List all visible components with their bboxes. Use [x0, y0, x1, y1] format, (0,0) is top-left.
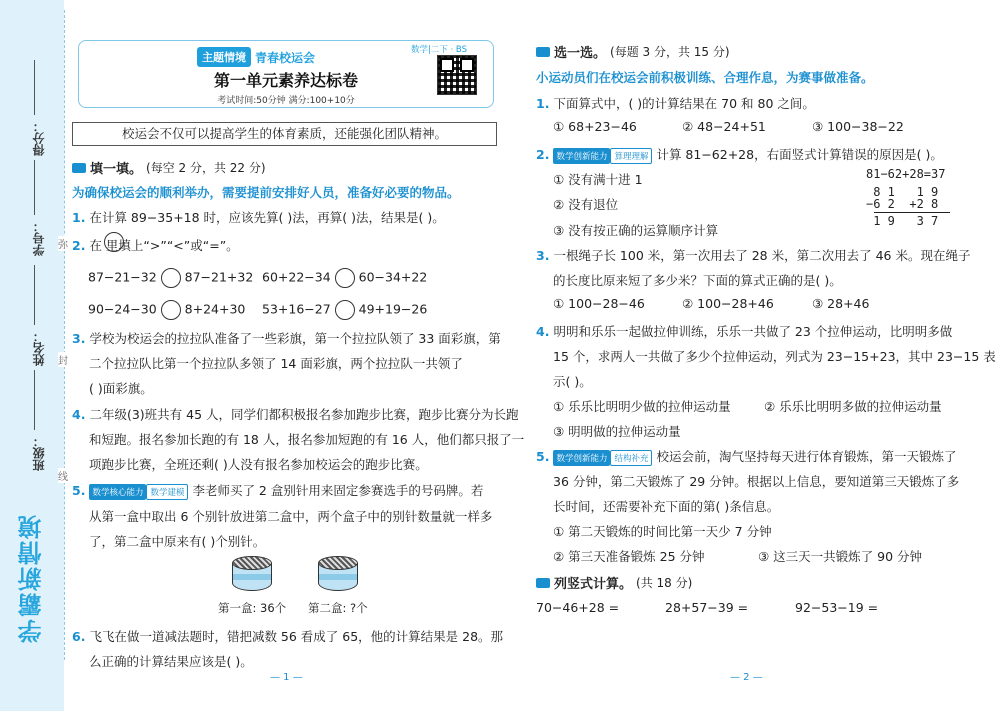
- fold-char-1: 弥: [58, 236, 68, 251]
- section-points: (共 18 分): [636, 576, 693, 590]
- class-label: 班级：: [32, 435, 46, 471]
- exam-meta: 考试时间:50分钟 满分:100+10分: [217, 96, 355, 106]
- pin-box-icon: [232, 556, 272, 594]
- theme-tag: [197, 47, 315, 67]
- intro-box: 校运会不仅可以提高学生的体育素质，还能强化团队精神。: [72, 122, 497, 146]
- question-5-line: 从第一盒中取出 6 个别针放进第二盒中，两个盒子中的别针数量就一样多: [89, 509, 493, 524]
- question-1: 1. 在计算 89−35+18 时，应该先算( )法，再算( )法，结果是( )。: [72, 210, 445, 225]
- option: ① 第二天锻炼的时间比第一天少 7 分钟: [553, 524, 772, 539]
- calc-row: −6 2 +2 8: [866, 197, 939, 211]
- grade-label: 数学|二下 · BS: [410, 45, 467, 55]
- option: ② 乐乐比明明多做的拉伸运动量: [764, 399, 942, 414]
- mc-question-4: 4. 明明和乐乐一起做拉伸训练，乐乐一共做了 23 个拉伸运动，比明明多做: [536, 324, 953, 339]
- ability-badge: 数学创新能力: [553, 148, 610, 164]
- ability-badge: 数学创新能力: [553, 450, 610, 466]
- section-bar-icon: [72, 163, 86, 173]
- question-4-line: 项跑步比赛，全班还剩( )人没有报名参加校运会的跑步比赛。: [89, 457, 428, 472]
- option: ② 48−24+51: [682, 119, 766, 134]
- option: ③ 明明做的拉伸运动量: [553, 424, 681, 439]
- question-6: 6. 飞飞在做一道减法题时，错把减数 56 看成了 65，他的计算结果是 28。那: [72, 629, 504, 644]
- section-title: 填一填。: [90, 162, 143, 177]
- ability-badge: 数学核心能力: [89, 484, 146, 500]
- skill-badge: 结构补充: [610, 450, 652, 466]
- name-label: 姓名：: [32, 330, 46, 366]
- question-4-line: 示( )。: [553, 374, 592, 389]
- pin-box-icon: [318, 556, 358, 594]
- class-blank: [34, 370, 35, 430]
- section-context: 小运动员们在校运会前积极训练、合理作息，为赛事做准备。: [536, 70, 874, 85]
- calc-item: 92−53−19 =: [795, 600, 879, 615]
- option: ③ 100−38−22: [812, 119, 904, 134]
- box-caption-2: 第二盒: ?个: [308, 601, 368, 615]
- mc-question-1: 1. 下面算式中，( )的计算结果在 70 和 80 之间。: [536, 96, 815, 111]
- question-5-line: 长时间，还需要补充下面的第( )条信息。: [553, 499, 780, 514]
- compare-item: 53+16−27 49+19−26: [262, 300, 427, 320]
- section-fill-in: [72, 158, 266, 177]
- score-blank: [34, 60, 35, 115]
- option: ② 第三天准备锻炼 25 分钟: [553, 549, 705, 564]
- page-number-1: — 1 —: [270, 672, 303, 683]
- option: ② 100−28+46: [682, 296, 774, 311]
- compare-item: 90−24−30 8+24+30: [88, 300, 245, 320]
- question-4: 4. 二年级(3)班共有 45 人，同学们都积极报名参加跑步比赛，跑步比赛分为长跑: [72, 407, 519, 422]
- calc-rule: [874, 212, 950, 213]
- option: ② 没有退位: [553, 197, 619, 212]
- calc-item: 70−46+28 =: [536, 600, 620, 615]
- section-context: 为确保校运会的顺利举办，需要提前安排好人员，准备好必要的物品。: [72, 185, 460, 200]
- option: ③ 28+46: [812, 296, 870, 311]
- page-number-2: — 2 —: [730, 672, 763, 683]
- question-3-line: 二个拉拉队比第一个拉拉队多领了 14 面彩旗，两个拉拉队一共领了: [89, 356, 463, 371]
- section-points: (每题 3 分，共 15 分): [610, 45, 730, 59]
- option: ① 68+23−46: [553, 119, 637, 134]
- score-label: 得分：: [32, 120, 46, 156]
- question-4-line: 和短跑。报名参加长跑的有 18 人，报名参加短跑的有 16 人，他们都只报了一: [89, 432, 525, 447]
- calc-row: 1 9 3 7: [866, 214, 939, 228]
- compare-circle[interactable]: [161, 268, 181, 288]
- name-blank: [34, 265, 35, 325]
- vertical-calculation: [866, 168, 950, 227]
- question-3-line: 的长度比原来短了多少米？下面的算式正确的是( )。: [553, 273, 842, 288]
- section-bar-icon: [536, 47, 550, 57]
- question-2: 2. 在 里填上“>”“<”或“=”。: [72, 238, 239, 253]
- section-multiple-choice: [536, 42, 730, 61]
- compare-item: 87−21−32 87−21+32: [88, 268, 253, 288]
- exam-title: 第一单元素养达标卷: [213, 71, 358, 90]
- question-3: 3. 学校为校运会的拉拉队准备了一些彩旗，第一个拉拉队领了 33 面彩旗，第: [72, 331, 501, 346]
- compare-circle[interactable]: [335, 268, 355, 288]
- box-caption-1: 第一盒: 36个: [218, 601, 287, 615]
- calc-row: 8 1 1 9: [866, 185, 939, 199]
- compare-item: 60+22−34 60−34+22: [262, 268, 427, 288]
- exam-header: [78, 40, 494, 108]
- question-3-line: ( )面彩旗。: [89, 381, 153, 396]
- option: ① 没有满十进 1: [553, 172, 643, 187]
- calc-item: 28+57−39 =: [665, 600, 749, 615]
- option: ③ 没有按正确的运算顺序计算: [553, 223, 719, 238]
- compare-circle[interactable]: [335, 300, 355, 320]
- section-points: (每空 2 分，共 22 分): [146, 161, 266, 175]
- fold-char-2: 封: [58, 352, 68, 367]
- theme-name: 青春校运会: [255, 50, 316, 65]
- compare-circle[interactable]: [161, 300, 181, 320]
- question-5-line: 了，第二盒中原来有( )个别针。: [89, 534, 266, 549]
- skill-badge: 算理理解: [610, 148, 652, 164]
- section-bar-icon: [536, 578, 550, 588]
- fold-line: [64, 10, 65, 660]
- mc-question-2: 2. 数学创新能力 算理理解 计算 81−62+28，右面竖式计算错误的原因是( )。: [536, 147, 943, 162]
- option: ① 100−28−46: [553, 296, 645, 311]
- question-5: 5. 数学核心能力 数学建模 李老师买了 2 盒别针用来固定参赛选手的号码牌。若: [72, 483, 484, 498]
- option: ③ 这三天一共锻炼了 90 分钟: [758, 549, 923, 564]
- theme-tag-label: 主题情境: [197, 47, 251, 67]
- brand-logo: 学霸新情境: [17, 512, 46, 643]
- question-5-line: 36 分钟，第二天锻炼了 29 分钟。根据以上信息，要知道第三天锻炼了多: [553, 474, 960, 489]
- section-title: 列竖式计算。: [554, 577, 633, 592]
- question-6-line: 么正确的计算结果应该是( )。: [89, 654, 253, 669]
- calc-expression: 81−62+28=37: [866, 167, 946, 181]
- fold-char-3: 线: [58, 468, 68, 483]
- student-id-label: 学号：: [32, 220, 46, 256]
- compare-circle: [104, 232, 124, 252]
- section-title: 选一选。: [554, 46, 607, 61]
- skill-badge: 数学建模: [146, 484, 188, 500]
- student-id-blank: [34, 160, 35, 215]
- mc-question-5: 5. 数学创新能力 结构补充 校运会前，淘气坚持每天进行体育锻炼，第一天锻炼了: [536, 449, 957, 464]
- question-4-line: 15 个，求两人一共做了多少个拉伸运动，列式为 23−15+23，其中 23−15 表: [553, 349, 996, 364]
- option: ① 乐乐比明明少做的拉伸运动量: [553, 399, 731, 414]
- mc-question-3: 3. 一根绳子长 100 米，第一次用去了 28 米，第二次用去了 46 米。现在绳子: [536, 248, 971, 263]
- section-vertical-calc: [536, 573, 692, 592]
